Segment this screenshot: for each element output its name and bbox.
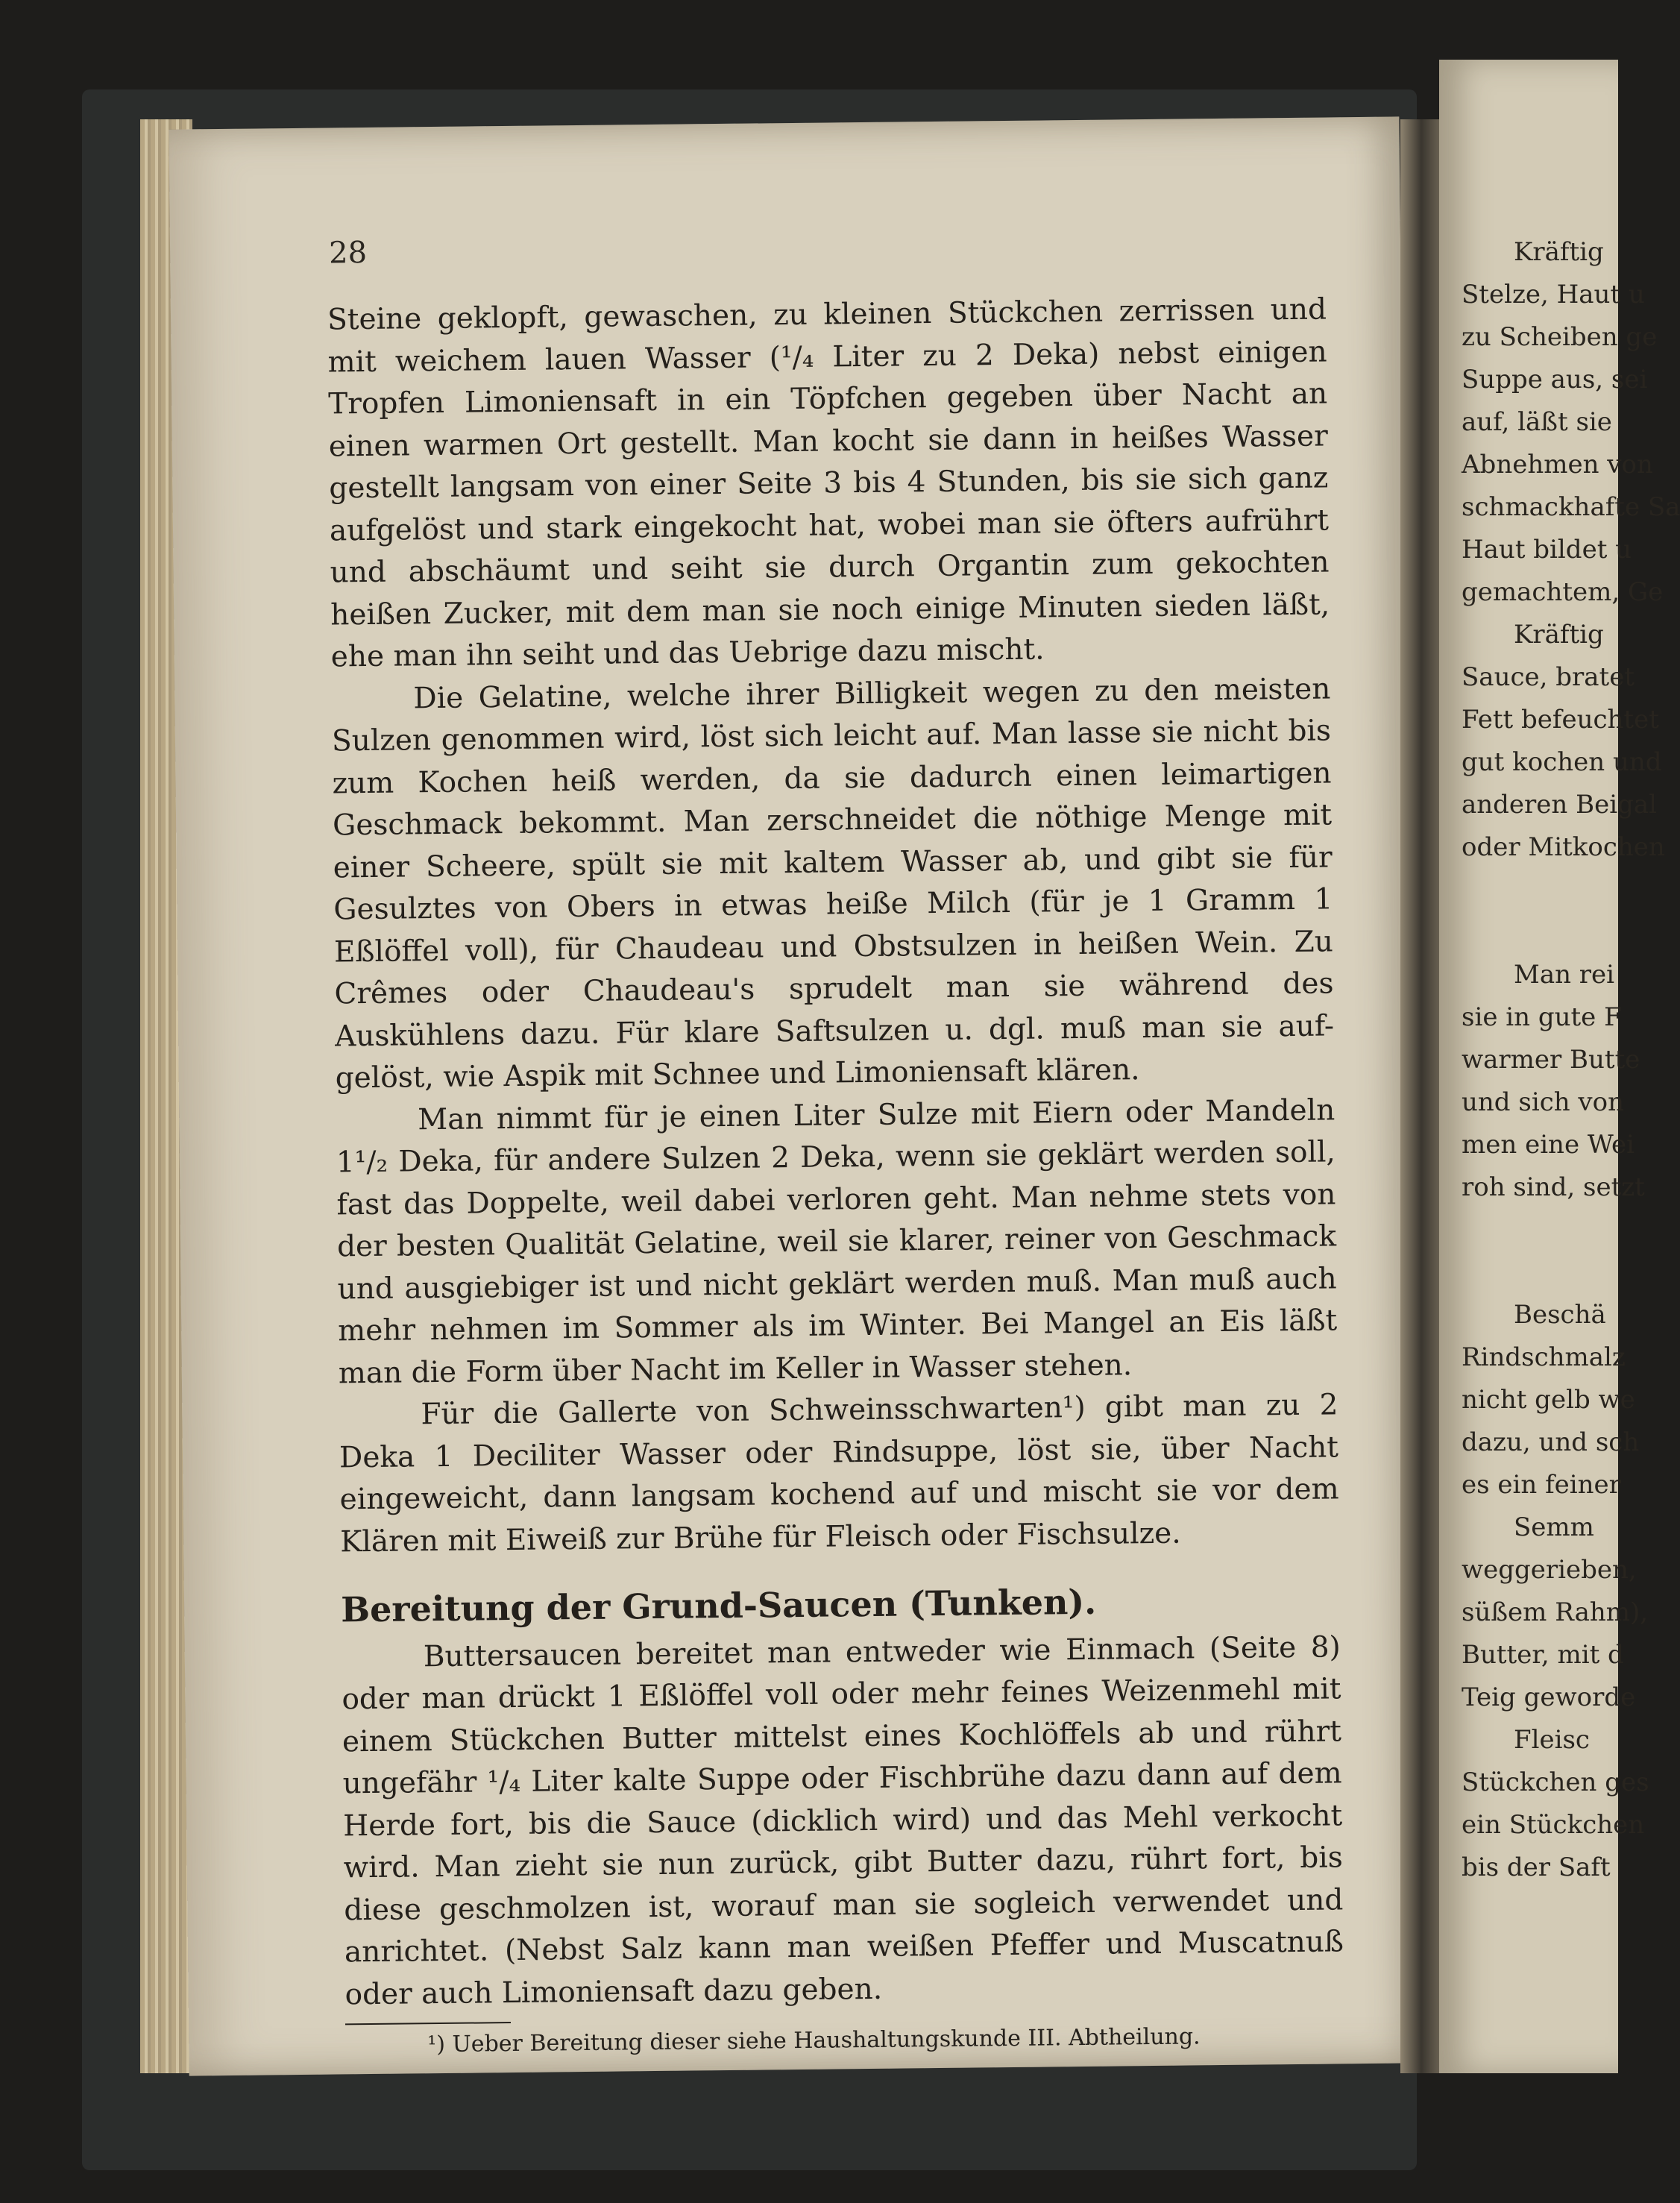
paragraph-2: Die Gelatine, welche ihrer Billigkeit wegen zu den meisten Sulzen genommen wird, löst sich leicht auf. Man lasse sie nicht bis zum Kochen heiß werden, da sie dadurch einen leimartigen Geschmack bekommt. Man zerschneidet die nöthige Menge mit einer Scheere, spült sie mit kaltem Wasser ab, und gibt sie für Gesulztes von Obers in etwas heiße Milch (für je 1 Gramm 1 Eßlöffel voll), für Chaudeau und Obstsulzen in heißen Wein. Zu Crêmes oder Chaudeau's sprudelt man sie während des Auskühlens dazu. Für klare Saftsulzen u. dgl. muß man sie auf-gelöst, wie Aspik mit Schnee und Limoniensaft klären.	[331, 671, 1335, 1096]
right-line: warmer Butte	[1462, 1045, 1640, 1075]
right-line: Semm	[1514, 1512, 1594, 1542]
right-line: Abnehmen von	[1462, 450, 1653, 480]
right-line: Fett befeuchtet	[1462, 705, 1659, 735]
right-line: gut kochen und	[1462, 747, 1662, 777]
right-line: Suppe aus, sei	[1462, 365, 1648, 395]
right-line: bis der Saft	[1462, 1852, 1611, 1882]
right-line: und sich von	[1462, 1087, 1625, 1117]
right-line: Beschä	[1514, 1300, 1606, 1330]
right-line: Teig geworde	[1462, 1682, 1636, 1712]
right-line: Sauce, bratet	[1462, 662, 1635, 692]
paragraph-3: Man nimmt für je einen Liter Sulze mit Eiern oder Mandeln 1¹/₂ Deka, für andere Sulzen 2 Deka, wenn sie geklärt werden soll, fast das Doppelte, weil dabei verloren geht. Man nehme stets von der besten Qualität Gelatine, weil sie klarer, reiner von Geschmack und ausgiebiger ist und nicht geklärt werden muß. Man muß auch mehr nehmen im Sommer als im Winter. Bei Mangel an Eis läßt man die Form über Nacht im Keller in Wasser stehen.	[336, 1093, 1338, 1390]
body-text	[327, 289, 1345, 2061]
page-number: 28	[328, 235, 368, 271]
paragraph-1: Steine geklopft, gewaschen, zu kleinen Stückchen zerrissen und mit weichem lauen Wasser (¹/₄ Liter zu 2 Deka) nebst einigen Tropfen Limoniensaft in ein Töpfchen gegeben über Nacht an einen warmen Ort gestellt. Man kocht sie dann in heißes Wasser gestellt langsam von einer Seite 3 bis 4 Stunden, bis sie sich ganz aufgelöst und stark eingekocht hat, wobei man sie öfters aufrührt und abschäumt und seiht sie durch Organtin zum gekochten heißen Zucker, mit dem man sie noch einige Minuten sieden läßt, ehe man ihn seiht und das Uebrige dazu mischt.	[327, 292, 1330, 674]
right-line: Kräftig	[1514, 620, 1604, 650]
right-line: sie in gute F	[1462, 1002, 1622, 1032]
right-line	[1462, 1251, 1655, 1294]
right-line	[1462, 869, 1655, 911]
right-line: men eine Wei	[1462, 1130, 1635, 1160]
right-line: süßem Rahm),	[1462, 1597, 1649, 1627]
left-page	[169, 116, 1419, 2075]
right-line: dazu, und sch	[1462, 1427, 1640, 1457]
right-line: Stelze, Haut u	[1462, 280, 1645, 309]
right-line: auf, läßt sie	[1462, 407, 1612, 437]
footnote: ¹) Ueber Bereitung dieser siehe Haushaltungskunde III. Abtheilung.	[427, 2023, 1201, 2058]
right-line: Man rei	[1514, 960, 1615, 990]
right-line: gemachtem, Ge	[1462, 577, 1664, 607]
right-line	[1462, 911, 1655, 954]
right-line: roh sind, setzt	[1462, 1172, 1645, 1202]
book-gutter	[1400, 119, 1442, 2073]
right-line: anderen Beigal	[1462, 790, 1658, 820]
right-line: Fleisc	[1514, 1725, 1590, 1755]
right-line: weggerieben,	[1462, 1555, 1637, 1585]
right-line: Kräftig	[1514, 237, 1604, 267]
right-line: zu Scheiben ge	[1462, 322, 1658, 352]
paragraph-4: Für die Gallerte von Schweinsschwarten¹) gibt man zu 2 Deka 1 Deciliter Wasser oder Rindsuppe, löst sie, über Nacht eingeweicht, dann langsam kochend auf und mischt sie vor dem Klären mit Eiweiß zur Brühe für Fleisch oder Fischsulze.	[339, 1388, 1339, 1559]
right-line: schmackhafte Sa	[1462, 492, 1680, 522]
right-line: oder Mitkochen	[1462, 832, 1665, 862]
right-page	[1439, 60, 1680, 2073]
right-line: ein Stückchen	[1462, 1810, 1645, 1840]
right-line	[1462, 1209, 1655, 1251]
right-line: nicht gelb we	[1462, 1385, 1635, 1415]
right-page-text	[1462, 231, 1680, 1889]
right-line: Haut bildet u	[1462, 535, 1632, 565]
footnote-rule	[345, 2022, 511, 2025]
section-heading: Bereitung der Grund-Saucen (Tunken).	[340, 1581, 1097, 1630]
right-line: es ein feiner	[1462, 1470, 1621, 1500]
right-line: Butter, mit d	[1462, 1640, 1624, 1670]
right-line: Stückchen ges	[1462, 1767, 1649, 1797]
paragraph-5: Buttersaucen bereitet man entweder wie Einmach (Seite 8) oder man drückt 1 Eßlöffel voll oder mehr feines Weizenmehl mit einem Stückchen Butter mittelst eines Kochlöffels ab und rührt ungefähr ¹/₄ Liter kalte Suppe oder Fischbrühe dazu dann auf dem Herde fort, bis die Sauce (dicklich wird) und das Mehl verkocht wird. Man zieht sie nun zurück, gibt Butter dazu, rührt fort, bis diese geschmolzen ist, worauf man sie sogleich verwendet und anrichtet. (Nebst Salz kann man weißen Pfeffer und Muscatnuß oder auch Limoniensaft dazu geben.	[342, 1630, 1344, 2011]
right-line: Rindschmalz	[1462, 1342, 1626, 1372]
